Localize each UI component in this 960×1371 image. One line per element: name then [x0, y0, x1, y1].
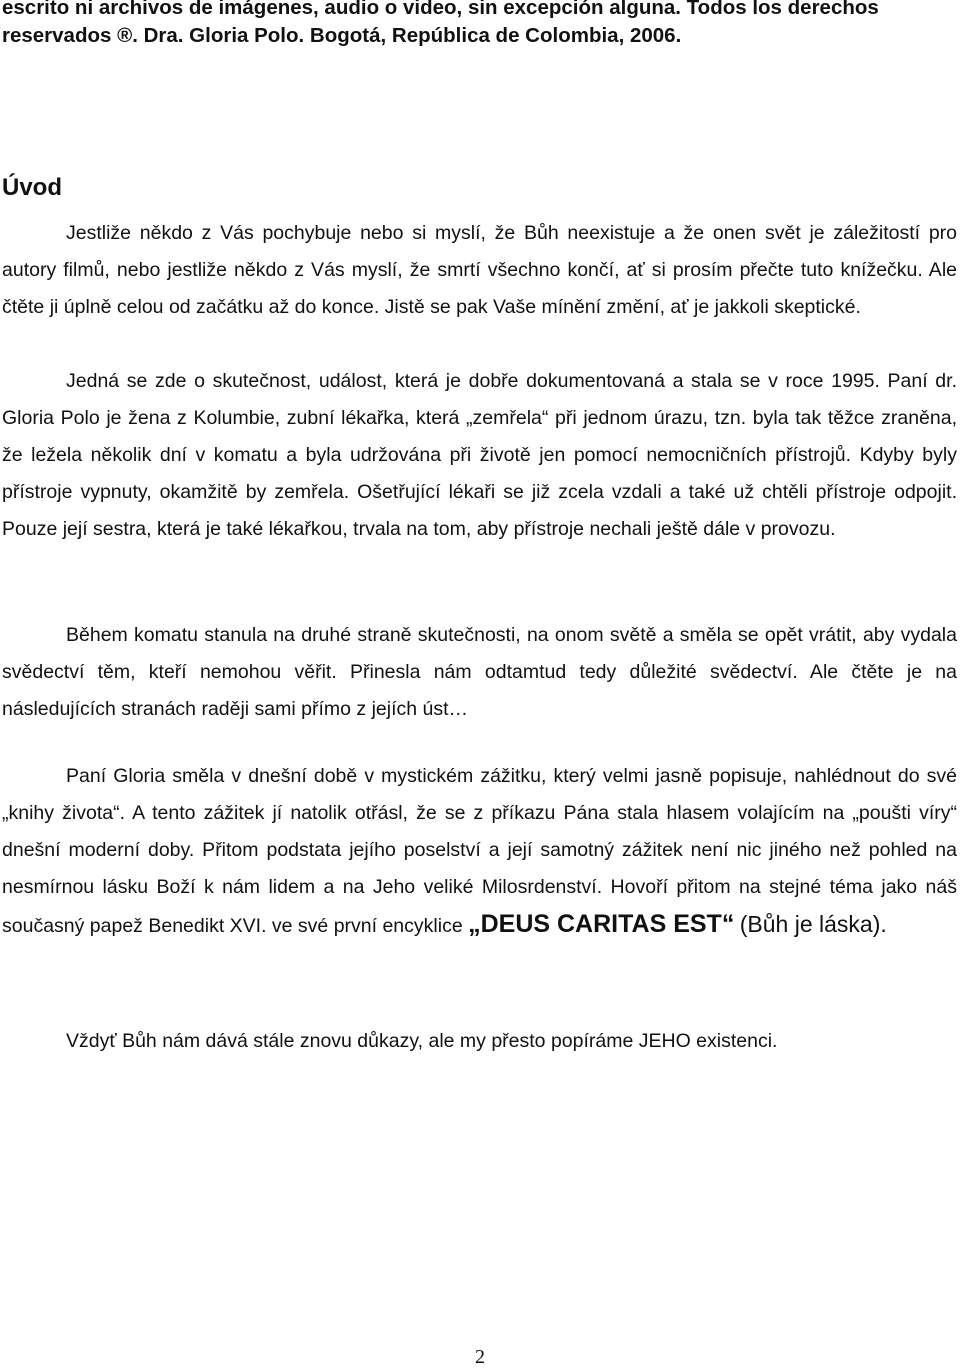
page-number: 2 — [475, 1346, 485, 1368]
encyclical-open-quote: „ — [468, 910, 481, 938]
header-note: escrito ni archivos de imágenes, audio o video, sin excepción alguna. Todos los derechos reservados ®. Dra. Gloria Polo. Bogotá, República de Colombia, 2006. — [2, 0, 879, 47]
encyclical-close-quote: “ — [721, 910, 735, 938]
paragraph-intro: Jestliže někdo z Vás pochybuje nebo si myslí, že Bůh neexistuje a že onen svět je záležitostí pro autory filmů, nebo jestliže někdo z Vás myslí, že smrtí všechno končí, ať si prosím přečte tuto knížečku. Ale čtěte ji úplně celou od začátku až do konce. Jistě se pak Vaše mínění změní, ať je jakkoli skeptické. — [2, 222, 957, 318]
paragraph-coma: Během komatu stanula na druhé straně skutečnosti, na onom světě a směla se opět vrátit, aby vydala svědectví těm, kteří nemohou věřit. Přinesla nám odtamtud tedy důležité svědectví. Ale čtěte je na následujících stranách raději sami přímo z jejích úst… — [2, 624, 957, 720]
encyclical-translation: (Bůh je láska). — [739, 911, 887, 937]
paragraph-book-of-life — [2, 758, 957, 945]
paragraph-closing: Vždyť Bůh nám dává stále znovu důkazy, ale my přesto popíráme JEHO existenci. — [66, 1030, 778, 1052]
encyclical-title: DEUS CARITAS EST — [480, 910, 722, 938]
paragraph-event: Jedná se zde o skutečnost, událost, která je dobře dokumentovaná a stala se v roce 1995. Paní dr. Gloria Polo je žena z Kolumbie, zubní lékařka, která „zemřela“ při jednom úrazu, tzn. byla tak těžce zraněna, že ležela několik dní v komatu a byla udržována při životě jen pomocí nemocničních přístrojů. Kdyby byly přístroje vypnuty, okamžitě by zemřela. Ošetřující lékaři se již zcela vzdali a také už chtěli přístroje odpojit. Pouze její sestra, která je také lékařkou, trvala na tom, aby přístroje nechali ještě dále v provozu. — [2, 370, 957, 540]
section-heading: Úvod — [2, 174, 62, 201]
paragraph-book-of-life-lead: Paní Gloria směla v dnešní době v mystickém zážitku, který velmi jasně popisuje, nahlédnout do své „knihy života“. A tento zážitek jí natolik otřásl, že se z příkazu Pána stala hlasem volajícím na „poušti víry“ dnešní moderní doby. Přitom podstata jejího poselství a její samotný zážitek není nic jiného než pohled na nesmírnou lásku Boží k nám lidem a na Jeho veliké Milosrdenství. Hovoří přitom na stejné téma jako náš současný papež Benedikt XVI. ve své první encyklice — [2, 765, 957, 937]
